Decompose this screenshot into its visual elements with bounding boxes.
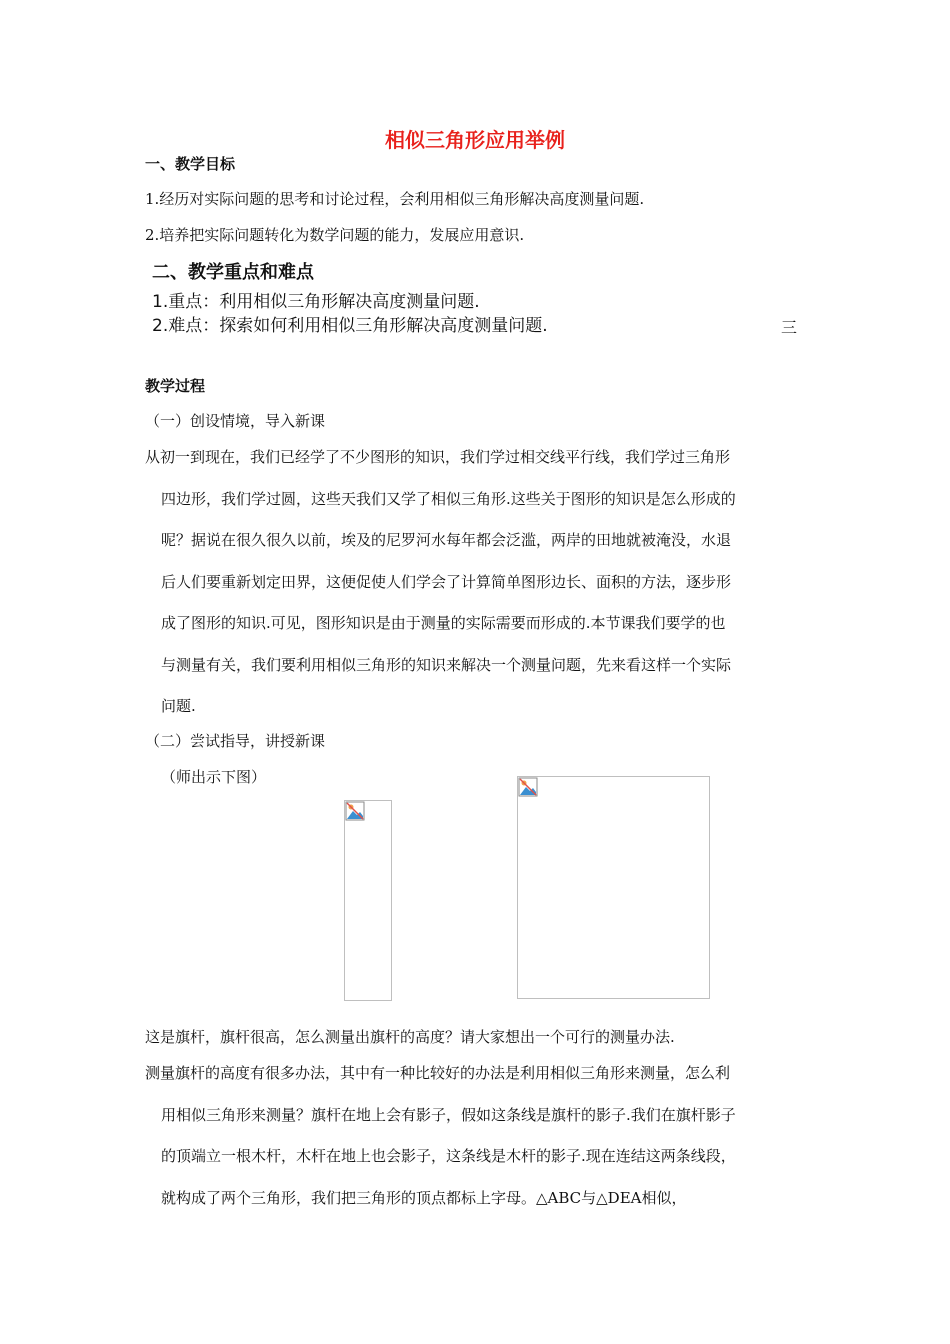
objective-item-1: 1.经历对实际问题的思考和讨论过程，会利用相似三角形解决高度测量问题.	[145, 190, 645, 208]
part1-paragraph	[145, 447, 817, 738]
paragraph-line: 问题.	[161, 697, 196, 715]
paragraph-line: 成了图形的知识.可见，图形知识是由于测量的实际需要而形成的.本节课我们要学的也	[161, 614, 726, 632]
paragraph-line: 就构成了两个三角形，我们把三角形的顶点都标上字母。△ABC与△DEA相似，	[161, 1188, 687, 1207]
section3-heading: 教学过程	[145, 377, 206, 395]
broken-image-icon	[345, 801, 365, 821]
figure-note: （师出示下图）	[161, 768, 267, 786]
shadow-image-placeholder	[517, 776, 710, 999]
document-title: 相似三角形应用举例	[385, 128, 565, 152]
key-point-line: 1.重点：利用相似三角形解决高度测量问题.	[152, 292, 480, 312]
paragraph-line: 与测量有关，我们要利用相似三角形的知识来解决一个测量问题，先来看这样一个实际	[161, 655, 732, 674]
flagpole-image-placeholder	[344, 800, 392, 1001]
paragraph-line: 测量旗杆的高度有很多办法，其中有一种比较好的办法是利用相似三角形来测量，怎么利	[145, 1064, 731, 1082]
section2-heading: 二、教学重点和难点	[152, 262, 314, 283]
section1-heading: 一、教学目标	[145, 155, 236, 173]
paragraph-line: 从初一到现在，我们已经学了不少图形的知识，我们学过相交线平行线，我们学过三角形	[145, 448, 731, 466]
part1-heading: （一）创设情境，导入新课	[145, 412, 326, 430]
paragraph-line: 这是旗杆，旗杆很高，怎么测量出旗杆的高度？请大家想出一个可行的测量办法.	[145, 1028, 675, 1046]
broken-image-icon	[518, 777, 538, 797]
part2-paragraph	[145, 1027, 817, 1229]
objective-item-2: 2.培养把实际问题转化为数学问题的能力，发展应用意识.	[145, 226, 525, 244]
paragraph-line: 后人们要重新划定田界，这便促使人们学会了计算简单图形边长、面积的方法，逐步形	[161, 572, 732, 591]
paragraph-line: 四边形，我们学过圆，这些天我们又学了相似三角形.这些关于图形的知识是怎么形成的	[161, 489, 736, 508]
paragraph-line: 呢？据说在很久很久以前，埃及的尼罗河水每年都会泛滥，两岸的田地就被淹没，水退	[161, 531, 732, 549]
stray-character: 三	[781, 318, 798, 337]
part2-heading: （二）尝试指导，讲授新课	[145, 732, 326, 750]
paragraph-line: 的顶端立一根木杆，木杆在地上也会影子，这条线是木杆的影子.现在连结这两条线段，	[161, 1147, 736, 1165]
paragraph-line: 用相似三角形来测量？旗杆在地上会有影子，假如这条线是旗杆的影子.我们在旗杆影子	[161, 1105, 736, 1124]
difficult-point-line: 2.难点：探索如何利用相似三角形解决高度测量问题.	[152, 316, 548, 336]
